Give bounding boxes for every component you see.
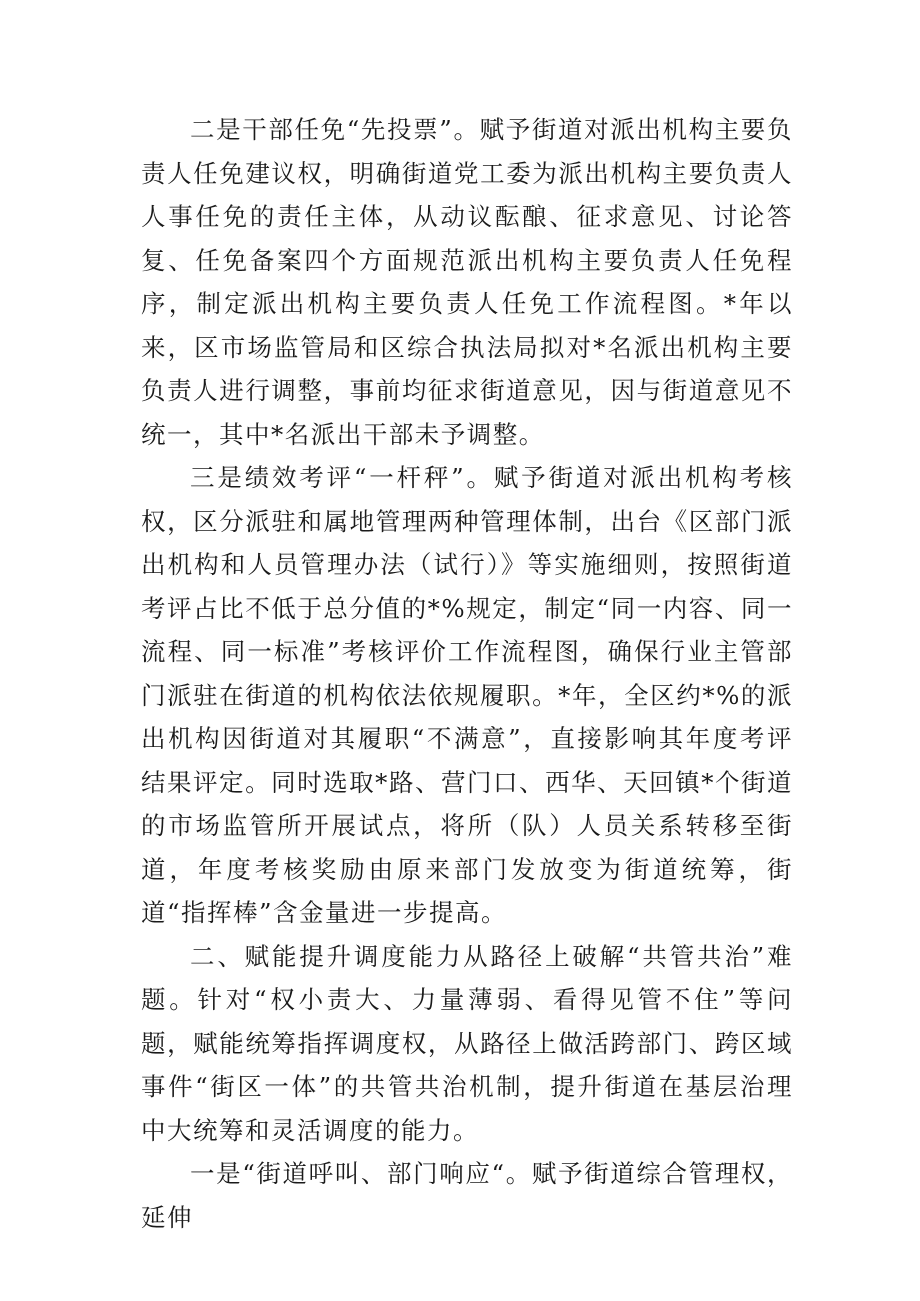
paragraph-street-call-response: 一是“街道呼叫、部门响应“。赋予街道综合管理权，延伸 bbox=[141, 1159, 793, 1232]
paragraph-performance-evaluation: 三是绩效考评“一杆秤”。赋予街道对派出机构考核权，区分派驻和属地管理两种管理体制，出台《区部门派出机构和人员管理办法（试行）》等实施细则，按照街道考评占比不低于总分值的*%规定，制定“同一内容、同一流程、同一标准”考核评价工作流程图，确保行业主管部门派驻在街道的机构依法依规履职。*年，全区约*%的派出机构因街道对其履职“不满意”，直接影响其年度考评结果评定。同时选取*路、营门口、西华、天回镇*个街道的市场监管所开展试点，将所（队）人员关系转移至街道，年度考核奖励由原来部门发放变为街道统筹，街道“指挥棒”含金量进一步提高。 bbox=[141, 463, 793, 927]
paragraph-cadre-appointment: 二是干部任免“先投票”。赋予街道对派出机构主要负责人任免建议权，明确街道党工委为派出机构主要负责人人事任免的责任主体，从动议酝酿、征求意见、讨论答复、任免备案四个方面规范派出机构主要负责人任免程序，制定派出机构主要负责人任免工作流程图。*年以来，区市场监管局和区综合执法局拟对*名派出机构主要负责人进行调整，事前均征求街道意见，因与街道意见不统一，其中*名派出干部未予调整。 bbox=[141, 115, 793, 449]
document-body bbox=[141, 108, 793, 1239]
paragraph-section-two-heading: 二、赋能提升调度能力从路径上破解“共管共治”难题。针对“权小责大、力量薄弱、看得见管不住”等问题，赋能统筹指挥调度权，从路径上做活跨部门、跨区域事件“街区一体”的共管共治机制，提升街道在基层治理中大统筹和灵活调度的能力。 bbox=[141, 941, 793, 1145]
